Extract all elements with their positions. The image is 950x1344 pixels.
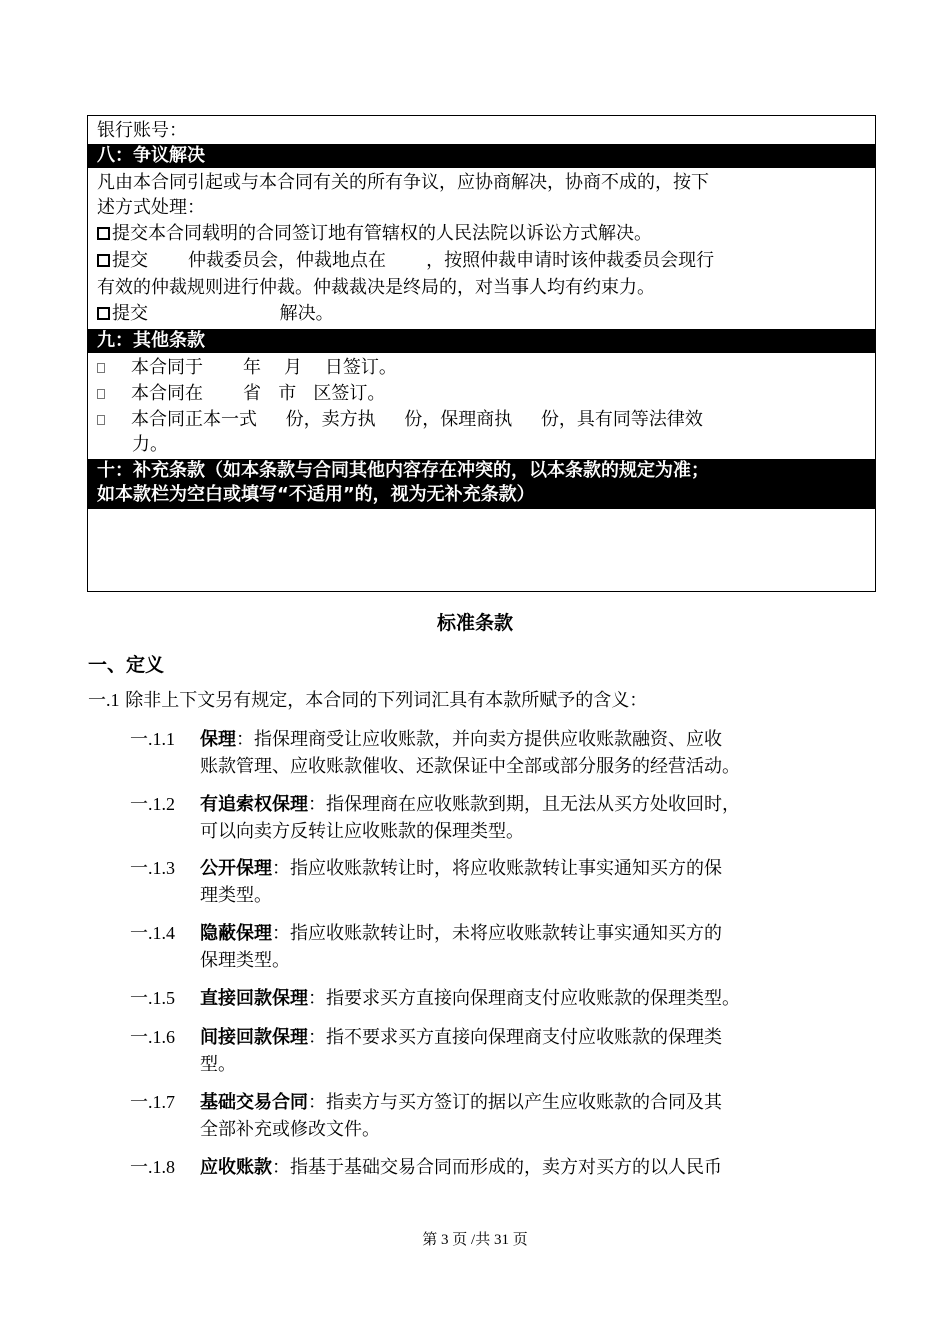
section-9-item-1 [97,356,869,380]
paragraph-1-1 [88,686,647,712]
section-9-item-2-text: 本合同在 省 市 区签订。 [131,383,386,404]
definition-number: 一.1.2 [130,794,175,814]
definition-text: ：指要求买方直接向保理商支付应收账款的保理类型。 [308,988,740,1009]
dispute-option-arbitration-label: 提交 仲裁委员会，仲裁地点在 ，按照仲裁申请时该仲裁委员会现行 [112,250,715,271]
definition-item [130,1154,870,1181]
definition-item [130,985,870,1012]
definition-text: ：指基于基础交易合同而形成的，卖方对买方的以人民币 [272,1157,722,1178]
section-8-intro-line1: 凡由本合同引起或与本合同有关的所有争议，应协商解决，协商不成的，按下 [97,172,709,193]
contract-form-table [87,115,876,592]
definition-term: 应收账款 [200,1157,272,1178]
definition-item [130,726,870,780]
definition-number: 一.1.6 [130,1027,175,1047]
section-9-item-1-text: 本合同于 年 月 日签订。 [131,357,397,378]
definition-text-cont: 账款管理、应收账款催收、还款保证中全部或部分服务的经营活动。 [200,756,740,777]
definition-text-cont: 型。 [200,1054,236,1075]
checkbox-court[interactable] [97,227,110,240]
definition-item [130,1089,870,1143]
definition-item [130,855,870,909]
definition-number: 一.1.3 [130,858,175,878]
section-1-heading: 一、定义 [88,654,165,676]
section-9-title: 九：其他条款 [88,329,875,353]
definition-text-cont: 保理类型。 [200,950,290,971]
checkbox-other[interactable] [97,307,110,320]
definition-text: ：指卖方与买方签订的据以产生应收账款的合同及其 [308,1092,722,1113]
definition-number: 一.1.8 [130,1157,175,1177]
dispute-option-arbitration-line2: 有效的仲裁规则进行仲裁。仲裁裁决是终局的，对当事人均有约束力。 [97,277,655,298]
definition-number: 一.1.5 [130,988,175,1008]
bullet-icon [97,389,105,399]
bullet-icon [97,363,105,373]
definition-item [130,791,870,845]
definition-term: 基础交易合同 [200,1092,308,1113]
bank-account-label: 银行账号： [97,120,187,141]
checkbox-arbitration[interactable] [97,254,110,267]
section-9-item-3 [97,408,869,432]
dispute-option-other [97,302,869,326]
section-8-intro-line2: 述方式处理： [97,197,205,218]
definition-text: ：指保理商在应收账款到期，且无法从买方处收回时， [308,794,740,815]
bullet-icon [97,415,105,425]
section-8-title: 八：争议解决 [88,144,875,168]
section-9-item-2 [97,382,869,406]
section-10-title [88,459,875,509]
document-title: 标准条款 [436,612,513,634]
definition-term: 公开保理 [200,858,272,879]
definition-item [130,1024,870,1078]
supplementary-terms-field[interactable] [88,511,875,591]
definition-number: 一.1.1 [130,729,175,749]
definition-term: 有追索权保理 [200,794,308,815]
definition-text-cont: 可以向卖方反转让应收账款的保理类型。 [200,821,524,842]
definition-number: 一.1.4 [130,923,175,943]
paragraph-text: 除非上下文另有规定，本合同的下列词汇具有本款所赋予的含义： [125,690,648,711]
paragraph-number: 一.1 [88,690,120,710]
dispute-option-court-label: 提交本合同载明的合同签订地有管辖权的人民法院以诉讼方式解决。 [112,223,652,244]
definition-term: 隐蔽保理 [200,923,272,944]
definition-item [130,920,870,974]
definition-text: ：指应收账款转让时，未将应收账款转让事实通知买方的 [272,923,722,944]
definition-term: 保理 [200,729,236,750]
page-footer: 第 3 页 /共 31 页 [422,1232,528,1248]
section-9-item-3-text: 本合同正本一式 份，卖方执 份，保理商执 份，具有同等法律效 [131,409,703,430]
definition-text-cont: 理类型。 [200,885,272,906]
dispute-option-arbitration [97,249,869,273]
dispute-option-other-label: 提交 解决。 [112,303,334,324]
definition-text: ：指应收账款转让时，将应收账款转让事实通知买方的保 [272,858,722,879]
definition-text: ：指保理商受让应收账款，并向卖方提供应收账款融资、应收 [236,729,722,750]
definition-text: ：指不要求买方直接向保理商支付应收账款的保理类 [308,1027,722,1048]
definition-number: 一.1.7 [130,1092,175,1112]
definition-text-cont: 全部补充或修改文件。 [200,1119,380,1140]
section-10-title-line1: 十：补充条款（如本条款与合同其他内容存在冲突的，以本条款的规定为准； [97,460,709,481]
section-9-item-3-line2: 力。 [132,434,168,455]
dispute-option-court [97,222,869,246]
definition-term: 直接回款保理 [200,988,308,1009]
definition-term: 间接回款保理 [200,1027,308,1048]
section-10-title-line2: 如本款栏为空白或填写“不适用”的，视为无补充条款） [97,484,535,505]
